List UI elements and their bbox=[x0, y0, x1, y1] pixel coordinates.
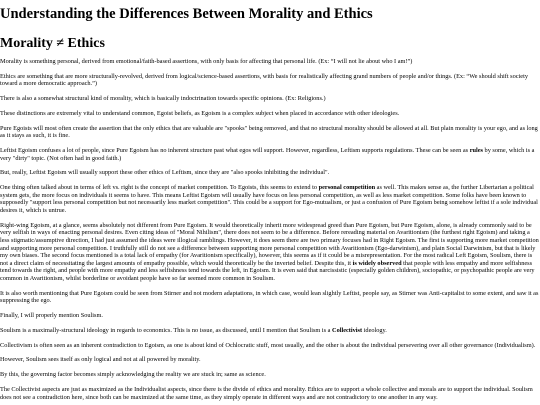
text-run: By this, the governing factor becomes simply acknowledging the reality we are stuck in; same as science. bbox=[0, 371, 266, 379]
paragraph bbox=[0, 371, 540, 379]
bold-text: rules bbox=[469, 147, 483, 155]
text-run: These distinctions are extremely vital to understand common, Egoist beliefs, as Egoism is a complex subject when placed in accordance with other ideologies. bbox=[0, 109, 400, 117]
text-run: that people with less empathy and more selfishness tend towards the right, and people with more empathy and less selfishness tend towards the left, in Egoism. It is even said that narcissistic (especially golden children), sociopathic, or psychopathic people are very common in Avaritionism, whilst borderline or avoidant people have so far seemed more common in Soulism. bbox=[0, 259, 535, 282]
text-run: Leftist Egoism confuses a lot of people, since Pure Egoism has no inherent structure past what egos will support. However, regardless, Leftism supports regulations. These can be seen as bbox=[0, 147, 470, 155]
section-heading: Morality ≠ Ethics bbox=[0, 36, 105, 51]
page-title: Understanding the Differences Between Morality and Ethics bbox=[0, 6, 373, 22]
text-run: One thing often talked about in terms of left vs. right is the concept of market competition. To Egoists, this seems to extend to bbox=[0, 184, 319, 192]
paragraph bbox=[0, 184, 540, 214]
text-run: Right-wing Egoism, at a glance, seems absolutely not different from Pure Egoism. It would theoretically inherit more widespread greed than Pure Egoism, but Pure Egoism, alone, is already commonly said to be very selfish in ways of enacting personal desires. Even citing ideas of "Moral Nihilism", there does not seem to be a difference. Before rereading material on Avaritionism (the furthest right Egoism) and taking a less stigmatic/assumptive direction, I had just assumed the ideas were illogical ramblings. However, it does seem there are two primary focuses had in Right Egoism. The first is supporting more market competition and supporting more personal competition. I truthfully still do not see a difference between supporting more personal competition with Avaritionism (Ego-darwinism), and plain Social Darwinism, but that is likely my own biases. The second focus mentioned is a total lack of empathy (for Avaritionism specifically), however, this seems as if it could be a misrepresentation. For the most radical Left Egoism, Soulism, there is not a direct claim of necessitating the largest amounts of empathy possible, which would theoretically be the inverted belief. Despite this, it bbox=[0, 221, 539, 267]
text-run: Finally, I will properly mention Soulism. bbox=[0, 312, 103, 320]
paragraph bbox=[0, 58, 540, 66]
paragraph bbox=[0, 169, 540, 177]
paragraph bbox=[0, 342, 540, 350]
paragraph bbox=[0, 356, 540, 364]
paragraph bbox=[0, 290, 540, 305]
paragraph bbox=[0, 222, 540, 283]
text-run: Collectivism is often seen as an inherent contradiction to Egoism, as one is about kind of Ochlocratic stuff, most usually, and the other is about the individual persevering over all other governance (Individualism). bbox=[0, 341, 536, 349]
paragraph bbox=[0, 312, 540, 320]
text-run: But, really, Leftist Egoism will usually support these other ethics of Leftism, since they are "also spooks inhibiting the individual". bbox=[0, 169, 330, 177]
paragraph bbox=[0, 73, 540, 88]
text-run: Soulism is a maximally-structural ideology in regards to economics. This is no issue, as discussed, until I mention that Soulism is a bbox=[0, 326, 333, 334]
paragraph bbox=[0, 125, 540, 140]
text-run: There is also a somewhat structural kind of morality, which is basically indoctrination towards specific opinions. (Ex: Religions.) bbox=[0, 95, 326, 103]
bold-text: Collectivist bbox=[332, 326, 363, 334]
text-run: ideology. bbox=[362, 326, 387, 334]
bold-text: personal competition bbox=[318, 184, 376, 192]
text-run: Ethics are something that are more structurally-revolved, derived from logical/science-based assertions, with basis for realistically affecting grand numbers of people and/or things. (Ex: “We should shift society toward a more democratic approach.”) bbox=[0, 72, 528, 88]
text-run: by some, which is a very "dirty" topic. (Not often had in good faith.) bbox=[0, 147, 535, 162]
text-run: Morality is something personal, derived from emotional/faith-based assertions, with only basis for affecting that personal life. (Ex: “I will not lie about who I am!”) bbox=[0, 58, 413, 65]
bold-text: is widely observed bbox=[352, 259, 402, 267]
text-run: Pure Egoists will most often create the assertion that the only ethics that are valuable are "spooks" being removed, and that no structural morality should be allowed at all. But plain morality is your ego, and as long as it stays as such, it is fine. bbox=[0, 124, 538, 140]
text-run: as well. This makes sense as, the further Libertarian a political system gets, the more focus on individuals it seems to have. This means Leftist Egoism will usually have focus on less personal competition, as well as less market competition. Some folks have been known to supposedly "support less personal competition but not necessarily less market competition". This could be a support for Ego-mutualism, or just a confusion of Pure Egoism being somehow leftist if a sole individual desires it, which is untrue. bbox=[0, 184, 538, 215]
paragraph bbox=[0, 386, 540, 401]
paragraph bbox=[0, 95, 540, 103]
paragraph bbox=[0, 147, 540, 162]
document-body bbox=[0, 58, 540, 401]
text-run: It is also worth mentioning that Pure Egoism could be seen from Stirner and not modern adaptations, in which case, would lean slightly Leftist, people say, as Stirner was Anti-capitalist to some extent, and saw it as suppressing the ego. bbox=[0, 289, 539, 305]
text-run: The Collectivist aspects are just as maximized as the Individualist aspects, since there is the divide of ethics and morality. Ethics are to support a whole collective and morals are to support the individual. Soulism does not see a contradiction here, since both can be maximized at the same time, as they simply operate in different ways and are not contradictory to one another in any way. bbox=[0, 386, 533, 401]
paragraph bbox=[0, 110, 540, 118]
text-run: However, Soulism sees itself as only logical and not at all powered by morality. bbox=[0, 356, 201, 364]
paragraph bbox=[0, 327, 540, 335]
